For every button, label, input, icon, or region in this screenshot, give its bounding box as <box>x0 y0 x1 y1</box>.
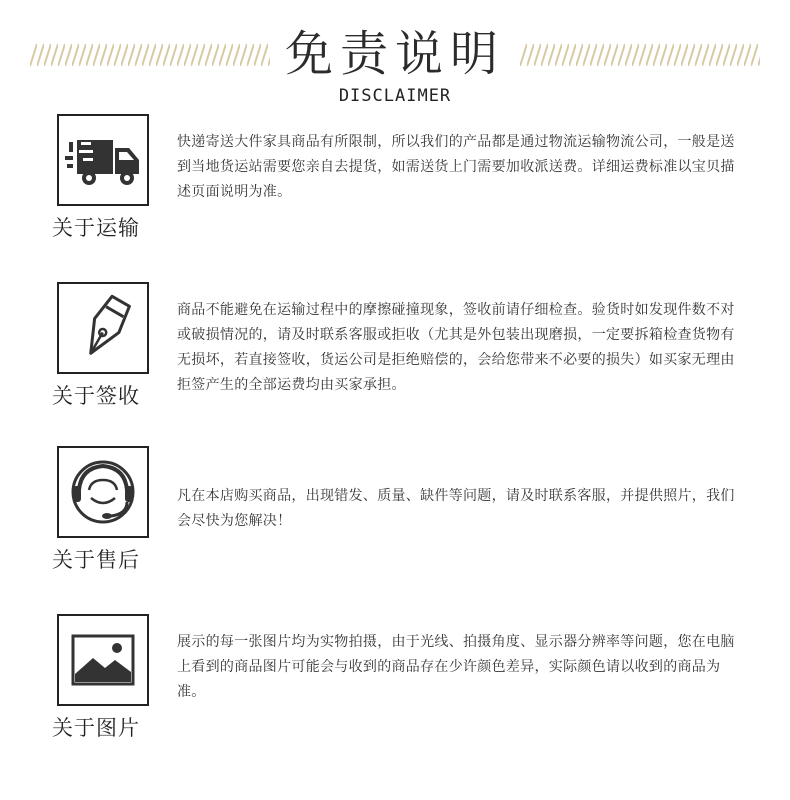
icon-frame <box>57 614 149 706</box>
pen-nib-icon <box>61 286 145 370</box>
section-text: 展示的每一张图片均为实物拍摄，由于光线、拍摄角度、显示器分辨率等问题，您在电脑上看到的商品图片可能会与收到的商品存在少许颜色差异，实际颜色请以收到的商品为准。 <box>177 634 735 700</box>
decorative-stripes-left <box>30 44 270 66</box>
disclaimer-header <box>0 0 790 120</box>
section-text: 商品不能避免在运输过程中的摩擦碰撞现象，签收前请仔细检查。验货时如发现件数不对或破损情况的，请及时联系客服或拒收（尤其是外包装出现磨损，一定要拆箱检查货物有无损坏，若直接签收，货运公司是拒绝赔偿的，会给您带来不必要的损失）如买家无理由拒签产生的全部运费均由买家承担。 <box>177 302 735 393</box>
section-label: 关于图片 <box>52 716 140 740</box>
section-signing <box>0 282 790 422</box>
customer-service-headset-icon <box>61 450 145 534</box>
section-label: 关于运输 <box>52 216 140 240</box>
section-label: 关于签收 <box>52 384 140 408</box>
icon-frame <box>57 446 149 538</box>
icon-frame <box>57 282 149 374</box>
page-subtitle: DISCLAIMER <box>338 86 452 106</box>
section-pictures <box>0 614 790 754</box>
section-shipping <box>0 114 790 254</box>
picture-icon <box>61 618 145 702</box>
decorative-stripes-right <box>520 44 760 66</box>
section-after-sales <box>0 446 790 586</box>
icon-frame <box>57 114 149 206</box>
page-title: 免责说明 <box>284 26 505 82</box>
section-label: 关于售后 <box>52 548 140 572</box>
section-text: 凡在本店购买商品，出现错发、质量、缺件等问题，请及时联系客服，并提供照片，我们会尽快为您解决！ <box>177 488 735 529</box>
section-text: 快递寄送大件家具商品有所限制，所以我们的产品都是通过物流运输物流公司，一般是送到当地货运站需要您亲自去提货，如需送货上门需要加收派送费。详细运费标准以宝贝描述页面说明为准。 <box>177 134 735 200</box>
delivery-truck-icon <box>61 118 145 202</box>
